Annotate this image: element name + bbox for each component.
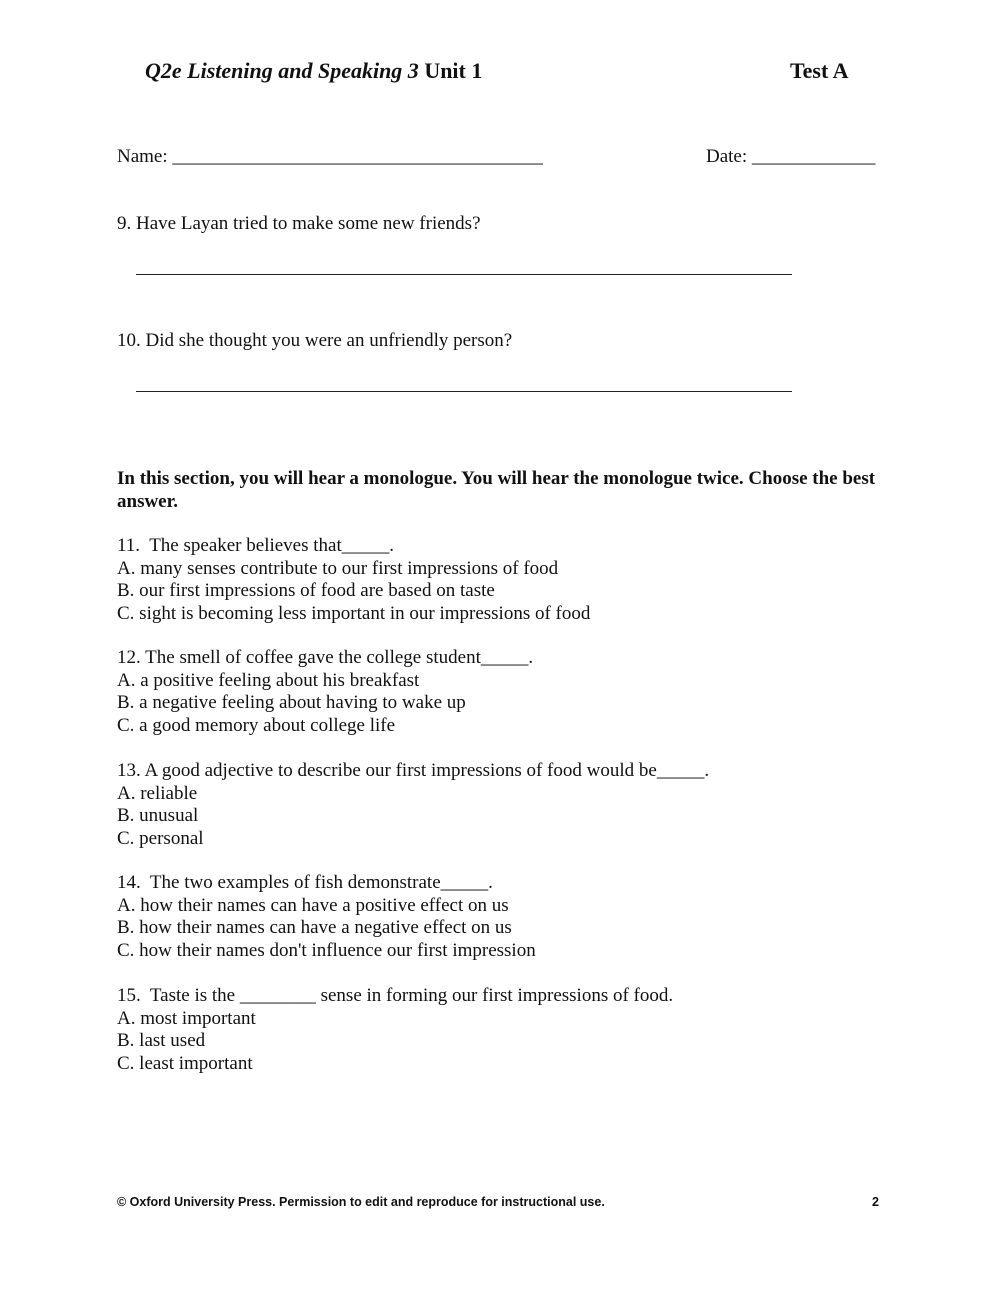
option-c[interactable]: C. a good memory about college life <box>117 714 396 736</box>
worksheet-title <box>145 58 482 84</box>
question-stem: 12. The smell of coffee gave the college student_____. <box>117 647 534 668</box>
option-c[interactable]: C. least important <box>117 1052 253 1074</box>
section-instructions: In this section, you will hear a monologue. You will hear the monologue twice. Choose the best answer. <box>117 468 876 512</box>
option-b[interactable]: B. how their names can have a negative effect on us <box>117 917 512 939</box>
option-b[interactable]: B. unusual <box>117 805 199 827</box>
footer-copyright: © Oxford University Press. Permission to edit and reproduce for instructional use. <box>117 1195 605 1209</box>
option-b[interactable]: B. a negative feeling about having to wake up <box>117 692 466 714</box>
question-15 <box>117 985 673 1075</box>
option-a[interactable]: A. a positive feeling about his breakfast <box>117 669 420 691</box>
test-label: Test A <box>790 58 849 83</box>
date-field[interactable] <box>706 146 875 168</box>
question-11 <box>117 535 590 625</box>
date-blank: _____________ <box>751 146 876 167</box>
question-14 <box>117 872 536 962</box>
answer-line-9[interactable] <box>136 274 792 275</box>
question-stem: 14. The two examples of fish demonstrate_____. <box>117 872 493 893</box>
option-b[interactable]: B. last used <box>117 1030 206 1052</box>
date-label: Date: <box>706 146 752 167</box>
option-a[interactable]: A. many senses contribute to our first impressions of food <box>117 557 559 579</box>
option-c[interactable]: C. sight is becoming less important in our impressions of food <box>117 602 591 624</box>
question-13 <box>117 760 709 850</box>
option-c[interactable]: C. how their names don't influence our first impression <box>117 939 536 961</box>
question-12 <box>117 647 533 737</box>
name-label: Name: <box>117 146 173 167</box>
option-a[interactable]: A. most important <box>117 1007 256 1029</box>
question-9: 9. Have Layan tried to make some new friends? <box>117 213 481 234</box>
option-a[interactable]: A. how their names can have a positive effect on us <box>117 894 509 916</box>
name-field[interactable] <box>117 146 543 168</box>
answer-line-10[interactable] <box>136 391 792 392</box>
question-stem: 13. A good adjective to describe our first impressions of food would be_____. <box>117 760 710 781</box>
name-blank: _______________________________________ <box>172 146 543 167</box>
option-b[interactable]: B. our first impressions of food are based on taste <box>117 580 495 602</box>
question-stem: 11. The speaker believes that_____. <box>117 535 395 556</box>
question-10: 10. Did she thought you were an unfriendly person? <box>117 330 513 351</box>
title-italic: Q2e Listening and Speaking 3 <box>145 58 419 83</box>
page-number: 2 <box>872 1195 879 1209</box>
option-c[interactable]: C. personal <box>117 827 204 849</box>
option-a[interactable]: A. reliable <box>117 782 198 804</box>
question-stem: 15. Taste is the ________ sense in forming our first impressions of food. <box>117 985 674 1006</box>
title-unit: Unit 1 <box>418 58 483 83</box>
